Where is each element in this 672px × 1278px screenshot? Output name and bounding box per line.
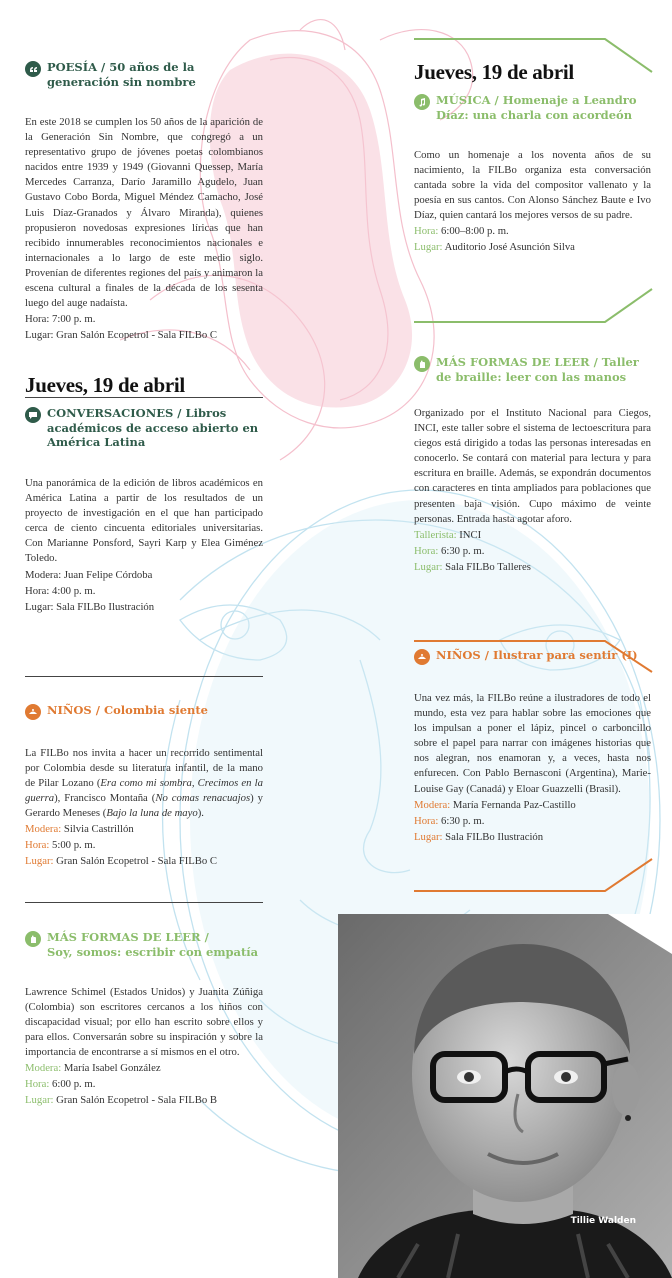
- lugar-label: Lugar:: [414, 560, 443, 573]
- lugar-label: Lugar:: [25, 601, 54, 614]
- modera-value: Silvia Castrillón: [63, 823, 134, 836]
- event-title: Taller de braille: leer con las manos: [436, 355, 639, 384]
- event-title: Homenaje a Leandro Díaz: una charla con acordeón: [436, 93, 637, 122]
- lugar-label: Lugar:: [25, 855, 54, 868]
- lugar-value: Sala FILBo Ilustración: [56, 601, 155, 614]
- hora-value: 6:30 p. m.: [441, 814, 485, 827]
- body-text: La FILBo nos invita a hacer un recorrido sentimental por Colombia desde su literatura infantil, de la mano de Pilar Lozano (: [25, 747, 263, 790]
- hora-label: Hora:: [414, 225, 439, 238]
- right-column-mid: [414, 355, 651, 575]
- hora-label: Hora:: [25, 1078, 50, 1091]
- event-title: 50 años de la generación sin nombre: [47, 60, 196, 89]
- modera-value: Juan Felipe Córdoba: [63, 569, 153, 582]
- hand-icon: [414, 356, 430, 372]
- hora-label: Hora:: [414, 544, 439, 557]
- event-modera: [414, 797, 651, 813]
- event-category: MÁS FORMAS DE LEER /: [436, 355, 598, 369]
- event-lugar: [414, 829, 651, 845]
- lugar-value: Gran Salón Ecopetrol - Sala FILBo B: [56, 1094, 218, 1107]
- event-description: Como un homenaje a los noventa años de su nacimiento, la FILBo organiza esta conversación cantada sobre la vida del compositor vallenato y la poesía en sus cantos. Con Alonso Sánchez Baute e Ivo Díaz, quien cantará los mejores versos de su padre.: [414, 149, 651, 222]
- hora-label: Hora:: [25, 839, 50, 852]
- lugar-value: Sala FILBo Ilustración: [445, 830, 544, 843]
- lugar-value: Auditorio José Asunción Silva: [444, 241, 575, 254]
- event-category: MÚSICA /: [436, 93, 499, 107]
- event-description: Lawrence Schimel (Estados Unidos) y Juanita Zúñiga (Colombia) son escritores cercanos a los niños con discapacidad visual; por ello han escrito sobre ellos y para ellos. Conversarán sobre su inspiración y sobre la importancia de encontrarse a sí mismos en el otro.: [25, 986, 263, 1059]
- event-heading: [436, 93, 651, 122]
- event-tallerista: [414, 527, 651, 543]
- day-heading: Jueves, 19 de abril: [414, 60, 574, 84]
- event-title: Colombia siente: [103, 703, 208, 717]
- hora-value: 7:00 p. m.: [52, 313, 96, 326]
- photo-caption: Tillie Walden: [570, 1216, 636, 1226]
- event-ilustrar-para-sentir: [414, 648, 651, 845]
- body-text: ).: [197, 807, 204, 820]
- modera-label: Modera:: [25, 569, 62, 582]
- kids-icon: [414, 649, 430, 665]
- lugar-label: Lugar:: [414, 241, 443, 254]
- event-description: Una panorámica de la edición de libros académicos en América Latina a partir de los resultados de un proyecto de investigación en el que han participado cerca de ciento cincuenta editoriales universitarias. Con Marianne Ponsford, Sayri Karp y Elea Giménez Toledo.: [25, 476, 263, 565]
- event-taller-braille: [414, 355, 651, 575]
- event-description: Una vez más, la FILBo reúne a ilustradores de todo el mundo, esta vez para hablar sobre las emociones que los impulsan a poner el lápiz, pincel o carboncillo sobre el papel para narrar con imágenes historias que nos alegran, nos enamoran y, a veces, hasta nos enfurecen. Con Pablo Bernasconi (Argentina), Marie-Louise Gay (Canadá) y Eloar Guazzelli (Brasil).: [414, 692, 651, 795]
- event-title: Libros académicos de acceso abierto en América Latina: [47, 406, 259, 450]
- book-title: Era como mi sombra, Crecimos en la guerra: [25, 777, 263, 805]
- event-title: Soy, somos: escribir con empatía: [47, 944, 259, 959]
- event-heading: [436, 355, 651, 384]
- event-hora: [414, 813, 651, 829]
- modera-value: María Fernanda Paz-Castillo: [452, 798, 576, 811]
- event-hora: [414, 223, 651, 239]
- lugar-label: Lugar:: [414, 830, 443, 843]
- lugar-label: Lugar:: [25, 329, 54, 342]
- event-description: Organizado por el Instituto Nacional para Ciegos, INCI, este taller sobre el sistema de lectoescritura para ciegos está dirigido a todas las personas interesadas en conocerlo. Se contará con material para lectura y para escritura en braille. Además, se expondrán documentos con caracteres en tinta ampliados para poblaciones que presenten baja visión. Cupo máximo de veinte personas. Entrada hasta agotar aforo.: [414, 407, 651, 525]
- music-note-icon: [414, 94, 430, 110]
- lugar-value: Sala FILBo Talleres: [445, 560, 531, 573]
- hora-value: 6:00 p. m.: [52, 1078, 96, 1091]
- event-category: POESÍA /: [47, 60, 106, 74]
- modera-label: Modera:: [25, 1062, 62, 1075]
- right-column-lower: [414, 648, 651, 845]
- lugar-value: Gran Salón Ecopetrol - Sala FILBo C: [56, 329, 218, 342]
- event-category: CONVERSACIONES /: [47, 406, 182, 421]
- event-title: Ilustrar para sentir (I): [492, 648, 638, 662]
- book-title: No comas renacuajos: [155, 792, 251, 805]
- hora-label: Hora:: [414, 814, 439, 827]
- modera-value: María Isabel González: [63, 1062, 161, 1075]
- hora-value: 6:00–8:00 p. m.: [441, 225, 509, 238]
- tallerista-value: INCI: [459, 528, 482, 541]
- hora-label: Hora:: [25, 313, 50, 326]
- day-heading: Jueves, 19 de abril: [25, 373, 185, 398]
- event-lugar: [414, 559, 651, 575]
- right-column: [414, 60, 651, 255]
- event-category: NIÑOS /: [47, 703, 100, 717]
- event-category: MÁS FORMAS DE LEER /: [47, 930, 209, 944]
- tallerista-label: Tallerista:: [414, 528, 457, 541]
- event-description: En este 2018 se cumplen los 50 años de la aparición de la Generación Sin Nombre, que congregó a un representativo grupo de jóvenes poetas colombianos nacidos entre 1939 y 1949 (Giovanni Quessep, María Mercedes Carranza, Darío Jaramillo Agudelo, Juan Gustavo Cobo Borda, Miguel Méndez Camacho, José Luis Díaz-Granados y Álvaro Miranda), quienes propusieron novedosas expresiones líricas que han recibido innumerables reconocimientos nacionales e internacionales a lo largo de este medio siglo. Provenían de diferentes regiones del país y animaron la escena cultural a finales de la década de los sesenta luego del auge nadaísta.: [25, 116, 263, 310]
- hora-label: Hora:: [25, 585, 50, 598]
- hora-value: 6:30 p. m.: [441, 544, 485, 557]
- body-text: ) y Gerardo Meneses (: [25, 792, 263, 820]
- lugar-label: Lugar:: [25, 1094, 54, 1107]
- book-title: Bajo la luna de mayo: [106, 807, 198, 820]
- event-heading: [436, 648, 638, 663]
- modera-label: Modera:: [25, 823, 62, 836]
- body-text: ), Francisco Montaña (: [54, 792, 156, 805]
- event-lugar: [414, 239, 651, 255]
- event-hora: [414, 543, 651, 559]
- event-musica: [414, 93, 651, 255]
- hora-value: 5:00 p. m.: [52, 839, 96, 852]
- portrait-photo: [338, 914, 672, 1278]
- lugar-value: Gran Salón Ecopetrol - Sala FILBo C: [56, 855, 218, 868]
- modera-label: Modera:: [414, 798, 451, 811]
- hora-value: 4:00 p. m.: [52, 585, 96, 598]
- event-category: NIÑOS /: [436, 648, 489, 662]
